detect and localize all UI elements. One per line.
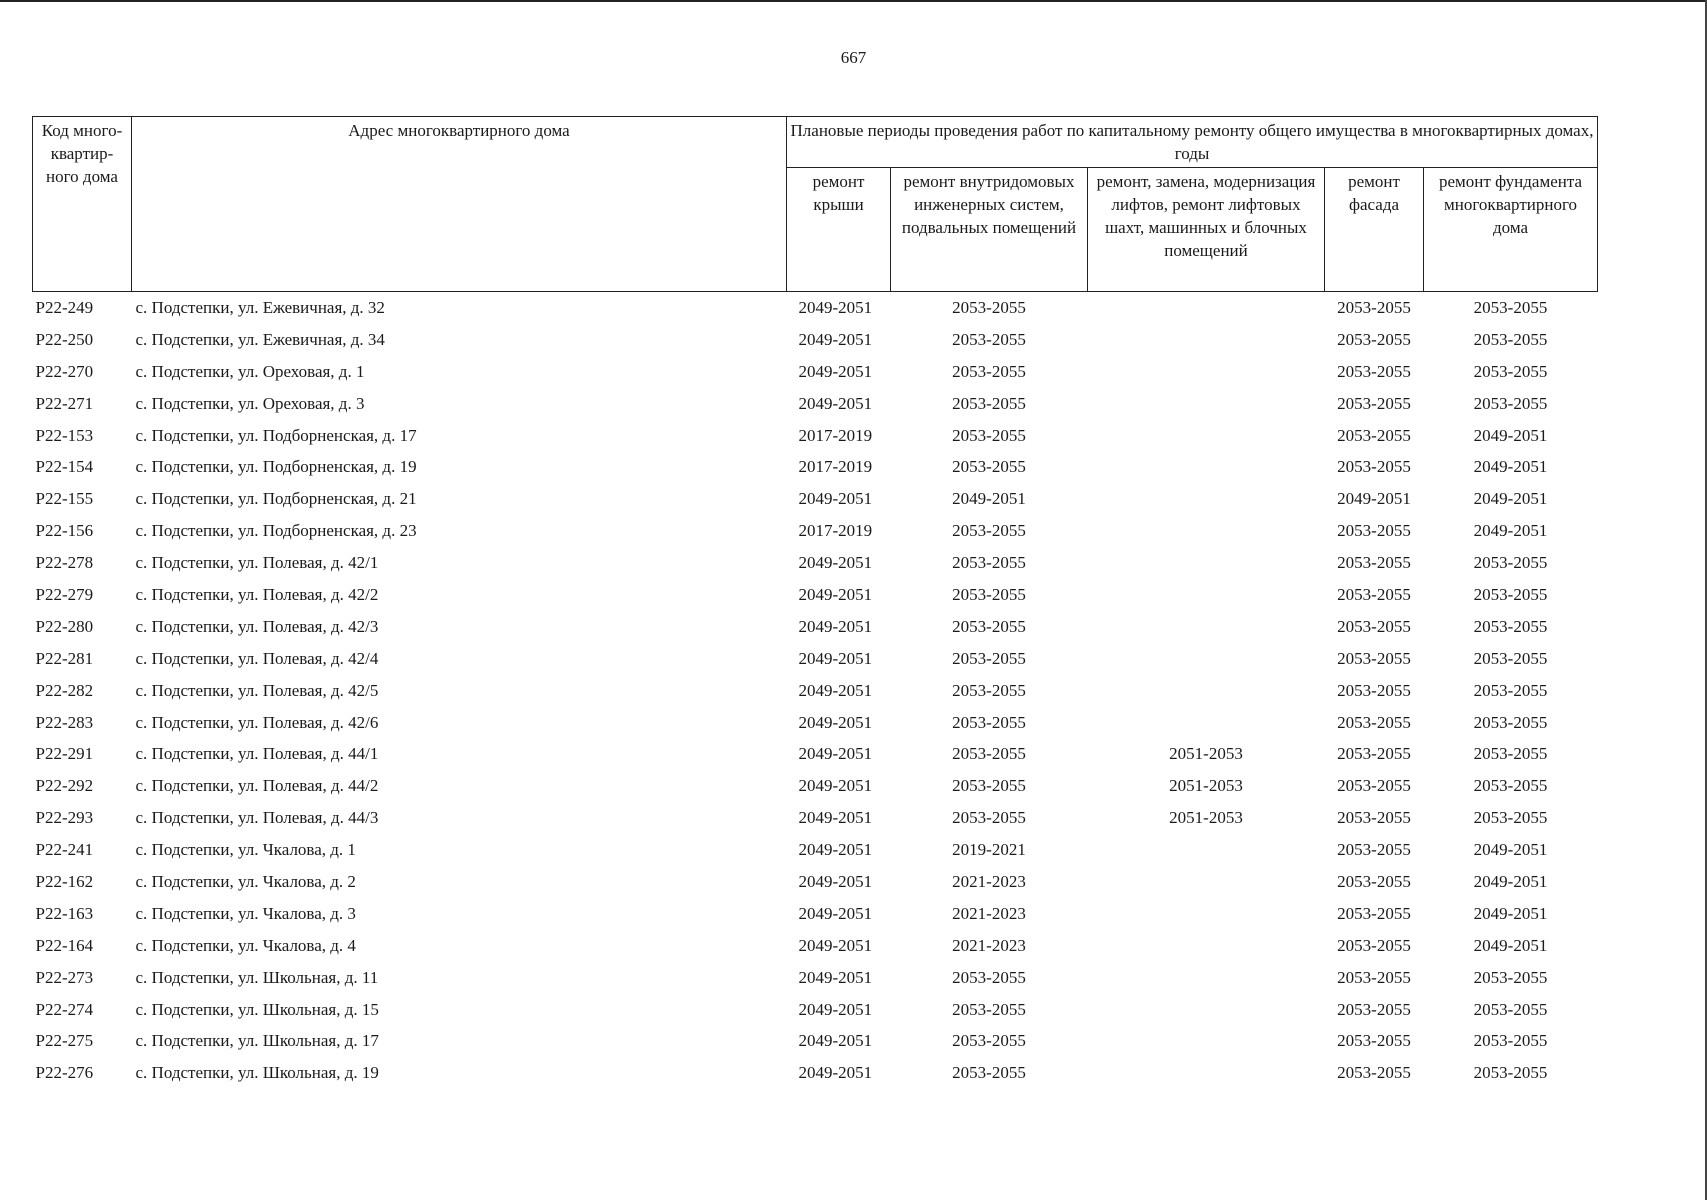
- cell-address: с. Подстепки, ул. Школьная, д. 11: [135, 967, 379, 987]
- cell-elevators: [1088, 994, 1325, 1026]
- table-row: [33, 866, 1598, 898]
- cell-engineering: 2019-2021: [952, 840, 1026, 860]
- cell-roof: 2049-2051: [798, 329, 873, 349]
- cell-facade: 2053-2055: [1337, 553, 1411, 573]
- cell-foundation: 2053-2055: [1473, 1063, 1548, 1083]
- cell-foundation: 2049-2051: [1473, 840, 1548, 860]
- cell-roof: 2017-2019: [798, 457, 873, 477]
- cell-roof: 2049-2051: [798, 361, 873, 381]
- cell-elevators: 2051-2053: [1169, 776, 1243, 796]
- cell-address: с. Подстепки, ул. Ежевичная, д. 34: [135, 329, 385, 349]
- cell-engineering: 2053-2055: [952, 425, 1026, 445]
- cell-facade: 2053-2055: [1337, 680, 1411, 700]
- cell-address: с. Подстепки, ул. Школьная, д. 19: [135, 1063, 379, 1083]
- cell-foundation: 2053-2055: [1473, 393, 1548, 413]
- cell-engineering: 2053-2055: [952, 521, 1026, 541]
- header-facade: ремонт фасада: [1325, 168, 1424, 292]
- header-roof: ремонт крыши: [787, 168, 891, 292]
- cell-facade: 2053-2055: [1337, 584, 1411, 604]
- cell-facade: 2049-2051: [1337, 489, 1411, 509]
- cell-engineering: 2053-2055: [952, 584, 1026, 604]
- cell-address: с. Подстепки, ул. Полевая, д. 42/4: [135, 648, 379, 668]
- cell-roof: 2049-2051: [798, 712, 873, 732]
- cell-code: P22-292: [35, 776, 94, 796]
- cell-code: P22-283: [35, 712, 94, 732]
- cell-facade: 2053-2055: [1337, 808, 1411, 828]
- cell-roof: 2049-2051: [798, 648, 873, 668]
- table-row: [33, 451, 1598, 483]
- cell-engineering: 2053-2055: [952, 297, 1026, 317]
- cell-facade: 2053-2055: [1337, 903, 1411, 923]
- table-row: [33, 420, 1598, 452]
- cell-code: P22-271: [35, 393, 94, 413]
- table-row: [33, 898, 1598, 930]
- cell-elevators: [1088, 834, 1325, 866]
- cell-code: P22-281: [35, 648, 94, 668]
- cell-facade: 2053-2055: [1337, 457, 1411, 477]
- table-row: [33, 1025, 1598, 1057]
- cell-address: с. Подстепки, ул. Подборненская, д. 17: [135, 425, 417, 445]
- cell-foundation: 2053-2055: [1473, 999, 1548, 1019]
- cell-elevators: [1088, 611, 1325, 643]
- cell-engineering: 2053-2055: [952, 393, 1026, 413]
- cell-code: P22-274: [35, 999, 94, 1019]
- cell-facade: 2053-2055: [1337, 935, 1411, 955]
- cell-address: с. Подстепки, ул. Полевая, д. 42/2: [135, 584, 379, 604]
- cell-code: P22-156: [35, 521, 94, 541]
- cell-elevators: [1088, 420, 1325, 452]
- repair-schedule-table: [32, 116, 1598, 1089]
- table-row: [33, 483, 1598, 515]
- cell-foundation: 2049-2051: [1473, 425, 1548, 445]
- repair-schedule-sheet: [32, 116, 1597, 1089]
- cell-elevators: [1088, 292, 1325, 324]
- cell-roof: 2049-2051: [798, 616, 873, 636]
- cell-facade: 2053-2055: [1337, 361, 1411, 381]
- cell-foundation: 2053-2055: [1473, 744, 1548, 764]
- table-row: [33, 675, 1598, 707]
- header-elevators: ремонт, замена, модернизация лифтов, ремонт лифтовых шахт, машинных и блочных помещений: [1088, 168, 1325, 292]
- cell-code: P22-270: [35, 361, 94, 381]
- cell-code: P22-280: [35, 616, 94, 636]
- cell-elevators: [1088, 643, 1325, 675]
- cell-facade: 2053-2055: [1337, 712, 1411, 732]
- cell-foundation: 2049-2051: [1473, 903, 1548, 923]
- cell-roof: 2049-2051: [798, 297, 873, 317]
- cell-engineering: 2053-2055: [952, 712, 1026, 732]
- cell-address: с. Подстепки, ул. Чкалова, д. 2: [135, 871, 356, 891]
- scan-top-edge: [0, 0, 1707, 2]
- cell-facade: 2053-2055: [1337, 1063, 1411, 1083]
- cell-facade: 2053-2055: [1337, 393, 1411, 413]
- cell-engineering: 2053-2055: [952, 361, 1026, 381]
- cell-engineering: 2053-2055: [952, 808, 1026, 828]
- cell-engineering: 2053-2055: [952, 680, 1026, 700]
- cell-elevators: [1088, 579, 1325, 611]
- cell-foundation: 2049-2051: [1473, 871, 1548, 891]
- cell-engineering: 2021-2023: [952, 935, 1026, 955]
- cell-code: P22-276: [35, 1063, 94, 1083]
- cell-address: с. Подстепки, ул. Ежевичная, д. 32: [135, 297, 385, 317]
- cell-code: P22-279: [35, 584, 94, 604]
- cell-roof: 2049-2051: [798, 1063, 873, 1083]
- cell-roof: 2049-2051: [798, 680, 873, 700]
- cell-roof: 2049-2051: [798, 489, 873, 509]
- header-code: Код много-квартир-ного дома: [33, 117, 132, 292]
- cell-roof: 2049-2051: [798, 871, 873, 891]
- cell-engineering: 2053-2055: [952, 744, 1026, 764]
- cell-elevators: [1088, 388, 1325, 420]
- cell-roof: 2049-2051: [798, 840, 873, 860]
- table-row: [33, 611, 1598, 643]
- cell-foundation: 2049-2051: [1473, 521, 1548, 541]
- cell-roof: 2049-2051: [798, 1031, 873, 1051]
- cell-facade: 2053-2055: [1337, 521, 1411, 541]
- cell-roof: 2049-2051: [798, 584, 873, 604]
- table-row: [33, 930, 1598, 962]
- cell-roof: 2049-2051: [798, 744, 873, 764]
- cell-foundation: 2053-2055: [1473, 584, 1548, 604]
- cell-facade: 2053-2055: [1337, 329, 1411, 349]
- cell-code: P22-154: [35, 457, 94, 477]
- cell-roof: 2049-2051: [798, 903, 873, 923]
- cell-elevators: [1088, 707, 1325, 739]
- cell-foundation: 2053-2055: [1473, 616, 1548, 636]
- cell-address: с. Подстепки, ул. Чкалова, д. 3: [135, 903, 356, 923]
- cell-code: P22-291: [35, 744, 94, 764]
- table-row: [33, 356, 1598, 388]
- cell-code: P22-275: [35, 1031, 94, 1051]
- cell-facade: 2053-2055: [1337, 776, 1411, 796]
- cell-address: с. Подстепки, ул. Чкалова, д. 1: [135, 840, 356, 860]
- cell-facade: 2053-2055: [1337, 840, 1411, 860]
- cell-foundation: 2053-2055: [1473, 553, 1548, 573]
- cell-code: P22-153: [35, 425, 94, 445]
- cell-engineering: 2053-2055: [952, 457, 1026, 477]
- cell-address: с. Подстепки, ул. Подборненская, д. 19: [135, 457, 417, 477]
- cell-engineering: 2021-2023: [952, 871, 1026, 891]
- cell-facade: 2053-2055: [1337, 648, 1411, 668]
- cell-elevators: [1088, 675, 1325, 707]
- cell-elevators: [1088, 898, 1325, 930]
- cell-elevators: [1088, 962, 1325, 994]
- cell-facade: 2053-2055: [1337, 999, 1411, 1019]
- cell-elevators: [1088, 451, 1325, 483]
- cell-code: P22-164: [35, 935, 94, 955]
- cell-foundation: 2049-2051: [1473, 489, 1548, 509]
- cell-facade: 2053-2055: [1337, 967, 1411, 987]
- cell-roof: 2049-2051: [798, 935, 873, 955]
- cell-engineering: 2053-2055: [952, 648, 1026, 668]
- cell-code: P22-293: [35, 808, 94, 828]
- cell-elevators: [1088, 356, 1325, 388]
- cell-foundation: 2053-2055: [1473, 967, 1548, 987]
- cell-elevators: [1088, 1025, 1325, 1057]
- cell-foundation: 2053-2055: [1473, 297, 1548, 317]
- cell-address: с. Подстепки, ул. Полевая, д. 42/6: [135, 712, 379, 732]
- cell-address: с. Подстепки, ул. Чкалова, д. 4: [135, 935, 356, 955]
- cell-code: P22-249: [35, 297, 94, 317]
- cell-code: P22-273: [35, 967, 94, 987]
- table-row: [33, 324, 1598, 356]
- cell-engineering: 2053-2055: [952, 1063, 1026, 1083]
- cell-address: с. Подстепки, ул. Ореховая, д. 1: [135, 361, 365, 381]
- cell-roof: 2017-2019: [798, 521, 873, 541]
- cell-foundation: 2053-2055: [1473, 648, 1548, 668]
- cell-code: P22-241: [35, 840, 94, 860]
- table-row: [33, 579, 1598, 611]
- cell-elevators: [1088, 515, 1325, 547]
- cell-engineering: 2053-2055: [952, 967, 1026, 987]
- cell-elevators: [1088, 324, 1325, 356]
- cell-facade: 2053-2055: [1337, 297, 1411, 317]
- cell-elevators: 2051-2053: [1169, 808, 1243, 828]
- cell-address: с. Подстепки, ул. Подборненская, д. 21: [135, 489, 417, 509]
- header-planned-periods: Плановые периоды проведения работ по капитальному ремонту общего имущества в многоквартирных домах, годы: [787, 117, 1598, 168]
- cell-engineering: 2053-2055: [952, 776, 1026, 796]
- cell-roof: 2049-2051: [798, 808, 873, 828]
- cell-roof: 2049-2051: [798, 553, 873, 573]
- cell-roof: 2049-2051: [798, 999, 873, 1019]
- cell-foundation: 2053-2055: [1473, 776, 1548, 796]
- cell-foundation: 2049-2051: [1473, 935, 1548, 955]
- table-row: [33, 292, 1598, 324]
- header-foundation: ремонт фундамента многоквартирного дома: [1424, 168, 1598, 292]
- cell-facade: 2053-2055: [1337, 616, 1411, 636]
- cell-foundation: 2053-2055: [1473, 361, 1548, 381]
- table-header: [33, 117, 1598, 292]
- table-row: [33, 962, 1598, 994]
- table-row: [33, 770, 1598, 802]
- table-row: [33, 994, 1598, 1026]
- cell-roof: 2049-2051: [798, 776, 873, 796]
- header-address: Адрес многоквартирного дома: [132, 117, 787, 292]
- cell-code: P22-282: [35, 680, 94, 700]
- cell-roof: 2049-2051: [798, 967, 873, 987]
- cell-code: P22-162: [35, 871, 94, 891]
- cell-code: P22-155: [35, 489, 94, 509]
- page-number: 667: [840, 48, 867, 67]
- cell-address: с. Подстепки, ул. Полевая, д. 42/3: [135, 616, 379, 636]
- cell-roof: 2049-2051: [798, 393, 873, 413]
- cell-foundation: 2053-2055: [1473, 808, 1548, 828]
- cell-address: с. Подстепки, ул. Полевая, д. 44/2: [135, 776, 379, 796]
- cell-facade: 2053-2055: [1337, 871, 1411, 891]
- table-row: [33, 547, 1598, 579]
- cell-facade: 2053-2055: [1337, 1031, 1411, 1051]
- cell-foundation: 2053-2055: [1473, 712, 1548, 732]
- cell-address: с. Подстепки, ул. Полевая, д. 44/3: [135, 808, 379, 828]
- cell-elevators: [1088, 866, 1325, 898]
- table-row: [33, 643, 1598, 675]
- cell-foundation: 2049-2051: [1473, 457, 1548, 477]
- cell-address: с. Подстепки, ул. Полевая, д. 42/1: [135, 553, 379, 573]
- cell-engineering: 2053-2055: [952, 616, 1026, 636]
- cell-elevators: [1088, 1057, 1325, 1089]
- header-engineering: ремонт внутридомовых инженерных систем, подвальных помещений: [891, 168, 1088, 292]
- table-row: [33, 388, 1598, 420]
- table-row: [33, 707, 1598, 739]
- cell-code: P22-278: [35, 553, 94, 573]
- cell-address: с. Подстепки, ул. Полевая, д. 42/5: [135, 680, 379, 700]
- cell-address: с. Подстепки, ул. Подборненская, д. 23: [135, 521, 417, 541]
- table-row: [33, 802, 1598, 834]
- table-row: [33, 738, 1598, 770]
- cell-elevators: [1088, 483, 1325, 515]
- cell-roof: 2017-2019: [798, 425, 873, 445]
- cell-foundation: 2053-2055: [1473, 680, 1548, 700]
- cell-facade: 2053-2055: [1337, 425, 1411, 445]
- table-row: [33, 834, 1598, 866]
- cell-address: с. Подстепки, ул. Ореховая, д. 3: [135, 393, 365, 413]
- cell-address: с. Подстепки, ул. Полевая, д. 44/1: [135, 744, 379, 764]
- cell-elevators: [1088, 547, 1325, 579]
- cell-code: P22-163: [35, 903, 94, 923]
- cell-engineering: 2053-2055: [952, 999, 1026, 1019]
- cell-engineering: 2049-2051: [952, 489, 1026, 509]
- cell-foundation: 2053-2055: [1473, 1031, 1548, 1051]
- cell-engineering: 2053-2055: [952, 553, 1026, 573]
- table-row: [33, 515, 1598, 547]
- cell-engineering: 2021-2023: [952, 903, 1026, 923]
- cell-elevators: [1088, 930, 1325, 962]
- cell-address: с. Подстепки, ул. Школьная, д. 15: [135, 999, 379, 1019]
- cell-foundation: 2053-2055: [1473, 329, 1548, 349]
- table-row: [33, 1057, 1598, 1089]
- cell-address: с. Подстепки, ул. Школьная, д. 17: [135, 1031, 379, 1051]
- cell-engineering: 2053-2055: [952, 329, 1026, 349]
- cell-elevators: 2051-2053: [1169, 744, 1243, 764]
- table-body: [33, 292, 1598, 1090]
- cell-facade: 2053-2055: [1337, 744, 1411, 764]
- cell-engineering: 2053-2055: [952, 1031, 1026, 1051]
- cell-code: P22-250: [35, 329, 94, 349]
